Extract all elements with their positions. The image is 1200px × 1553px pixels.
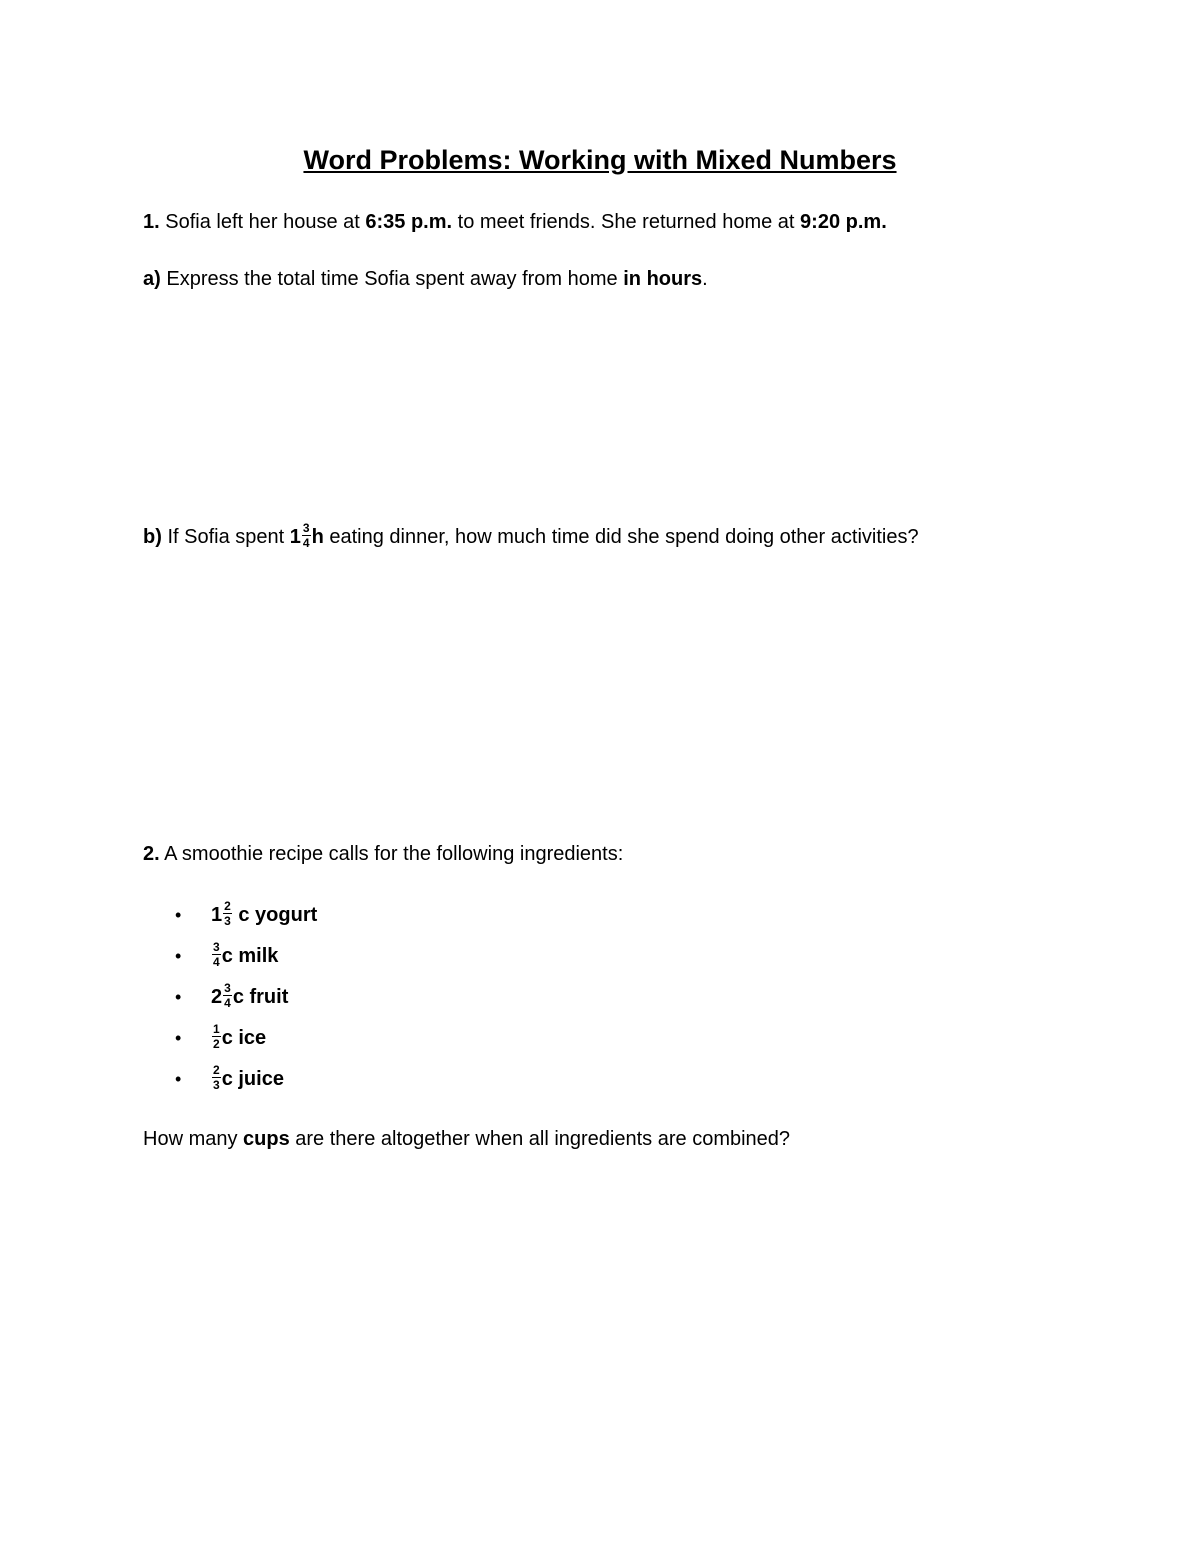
ingredient-denominator: 3 xyxy=(224,914,231,929)
ingredient-denominator: 2 xyxy=(213,1037,220,1052)
problem-1-part-b xyxy=(143,523,919,551)
part-b-text-after: eating dinner, how much time did she spend doing other activities? xyxy=(323,526,919,548)
ingredient-juice xyxy=(211,1060,284,1098)
problem-2-number: 2. xyxy=(143,843,160,865)
problem-1-part-a xyxy=(143,265,708,293)
problem-2-statement xyxy=(143,840,623,868)
ingredient-label: c yogurt xyxy=(232,904,318,926)
part-a-label: a) xyxy=(143,268,161,290)
bullet-icon: • xyxy=(175,946,182,966)
ingredient-fruit xyxy=(211,978,288,1016)
ingredient-denominator: 4 xyxy=(224,996,231,1011)
time-returned: 9:20 p.m. xyxy=(800,211,887,233)
question-emphasis: cups xyxy=(243,1128,290,1150)
part-a-end: . xyxy=(702,268,708,290)
ingredient-numerator: 3 xyxy=(213,940,220,955)
part-a-text: Express the total time Sofia spent away from home xyxy=(160,268,624,290)
ingredient-fraction xyxy=(212,1023,221,1050)
problem-1-text-a: Sofia left her house at xyxy=(159,211,366,233)
bullet-icon: • xyxy=(175,905,182,925)
ingredient-denominator: 3 xyxy=(213,1078,220,1093)
problem-2-text: A smoothie recipe calls for the following ingredients: xyxy=(159,843,624,865)
problem-1-text-b: to meet friends. She returned home at xyxy=(452,211,801,233)
ingredient-numerator: 1 xyxy=(213,1022,220,1037)
ingredient-fraction xyxy=(212,941,221,968)
bullet-icon: • xyxy=(175,1069,182,1089)
time-left: 6:35 p.m. xyxy=(365,211,453,233)
part-b-fraction xyxy=(302,522,311,549)
ingredient-label: c fruit xyxy=(232,986,289,1008)
ingredient-ice xyxy=(211,1019,266,1057)
page-title: Word Problems: Working with Mixed Numbers xyxy=(303,145,897,175)
ingredient-whole: 2 xyxy=(211,986,223,1008)
ingredient-fraction xyxy=(223,982,232,1009)
ingredient-numerator: 2 xyxy=(213,1063,220,1078)
part-b-unit: h xyxy=(311,526,324,548)
ingredient-fraction xyxy=(212,1064,221,1091)
part-b-numerator: 3 xyxy=(302,521,310,536)
ingredient-milk xyxy=(211,937,278,975)
ingredient-label: c milk xyxy=(221,945,279,967)
ingredient-label: c ice xyxy=(221,1027,267,1049)
ingredient-fraction xyxy=(223,900,232,927)
part-b-whole: 1 xyxy=(289,526,301,548)
problem-2-question xyxy=(143,1125,790,1153)
bullet-icon: • xyxy=(175,987,182,1007)
part-a-emphasis: in hours xyxy=(623,268,703,290)
question-text-a: How many xyxy=(143,1128,244,1150)
problem-1-number: 1. xyxy=(143,211,160,233)
ingredient-whole: 1 xyxy=(211,904,223,926)
bullet-icon: • xyxy=(175,1028,182,1048)
ingredient-numerator: 2 xyxy=(224,899,231,914)
ingredient-yogurt xyxy=(211,896,317,934)
ingredient-denominator: 4 xyxy=(213,955,220,970)
ingredient-label: c juice xyxy=(221,1068,284,1090)
part-b-text-before: If Sofia spent xyxy=(161,526,290,548)
part-b-denominator: 4 xyxy=(302,536,310,551)
ingredient-numerator: 3 xyxy=(224,981,231,996)
part-b-label: b) xyxy=(143,526,162,548)
problem-1-statement xyxy=(143,208,887,236)
question-text-b: are there altogether when all ingredients are combined? xyxy=(289,1128,791,1150)
